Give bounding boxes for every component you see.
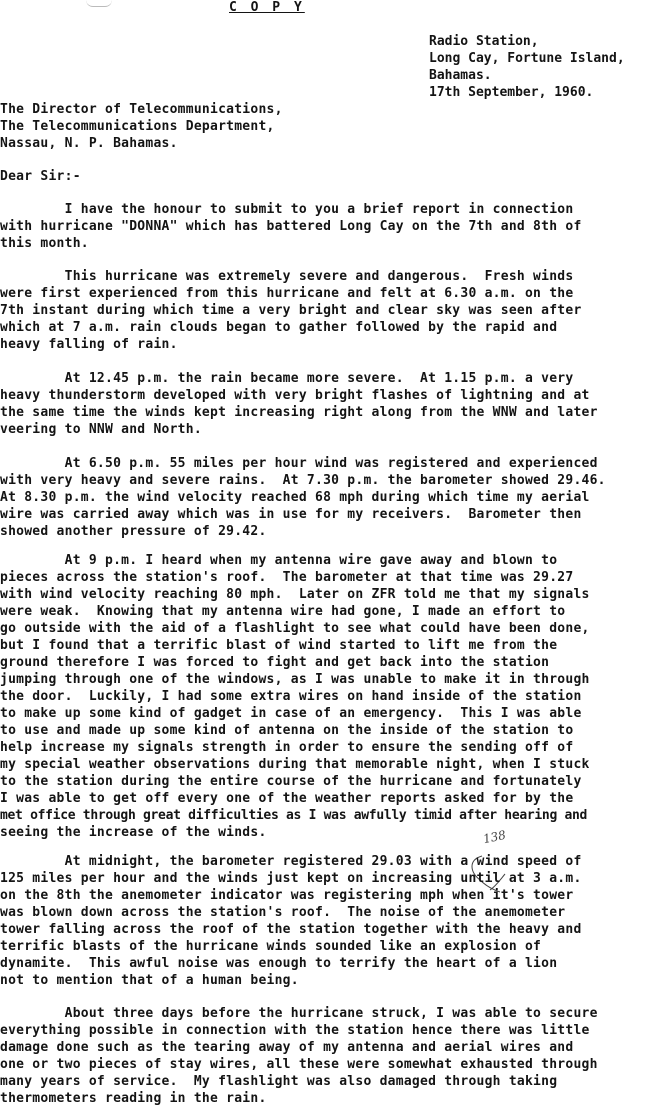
scan-mark <box>86 0 112 7</box>
body-line: tower falling across the roof of the station together with the heavy and <box>0 922 582 937</box>
body-line: ground therefore I was forced to fight and get back into the station <box>0 655 550 670</box>
body-line: was blown down across the station's roof. The noise of the anemometer <box>0 905 566 920</box>
sender-address-line: Radio Station, <box>429 34 539 49</box>
sender-address-line: Long Cay, Fortune Island, <box>429 51 625 66</box>
body-line: veering to NNW and North. <box>0 422 202 437</box>
body-line: which at 7 a.m. rain clouds began to gather followed by the rapid and <box>0 320 558 335</box>
body-line: to use and made up some kind of antenna on the inside of the station to <box>0 723 574 738</box>
body-line: everything possible in connection with the station hence there was little <box>0 1023 590 1038</box>
body-line: on the 8th the anemometer indicator was registering mph when it's tower <box>0 888 574 903</box>
body-line: my special weather observations during that memorable night, when I stuck <box>0 757 590 772</box>
recipient-address-line: The Telecommunications Department, <box>0 119 275 134</box>
body-line: met office through great difficulties as I was awfully timid after hearing and <box>0 808 588 823</box>
body-line: seeing the increase of the winds. <box>0 825 267 840</box>
body-line: not to mention that of a human being. <box>0 973 299 988</box>
body-line: At midnight, the barometer registered 29.03 with a wind speed of <box>0 854 582 869</box>
body-line: showed another pressure of 29.42. <box>0 524 267 539</box>
body-line: go outside with the aid of a flashlight to see what could have been done, <box>0 621 590 636</box>
body-line: with wind velocity reaching 80 mph. Later on ZFR told me that my signals <box>0 587 590 602</box>
body-line: About three days before the hurricane struck, I was able to secure <box>0 1006 598 1021</box>
body-line: with very heavy and severe rains. At 7.30 p.m. the barometer showed 29.46. <box>0 473 606 488</box>
body-line: heavy thunderstorm developed with very bright flashes of lightning and at <box>0 388 590 403</box>
body-line: the door. Luckily, I had some extra wires on hand inside of the station <box>0 689 582 704</box>
body-line: 7th instant during which time a very bright and clear sky was seen after <box>0 303 582 318</box>
body-line: damage done such as the tearing away of my antenna and aerial wires and <box>0 1040 574 1055</box>
body-line: terrific blasts of the hurricane winds sounded like an explosion of <box>0 939 542 954</box>
recipient-address-line: Nassau, N. P. Bahamas. <box>0 136 178 151</box>
body-line: help increase my signals strength in order to ensure the sending off of <box>0 740 574 755</box>
body-line: were weak. Knowing that my antenna wire had gone, I made an effort to <box>0 604 566 619</box>
body-line: At 12.45 p.m. the rain became more severe. At 1.15 p.m. a very <box>0 371 574 386</box>
body-line: many years of service. My flashlight was also damaged through taking <box>0 1074 558 1089</box>
body-line: one or two pieces of stay wires, all these were somewhat exhausted through <box>0 1057 598 1072</box>
body-line: to the station during the entire course of the hurricane and fortunately <box>0 774 582 789</box>
body-line: this month. <box>0 236 89 251</box>
body-line: At 8.30 p.m. the wind velocity reached 68 mph during which time my aerial <box>0 490 590 505</box>
body-line: 125 miles per hour and the winds just kept on increasing until at 3 a.m. <box>0 871 582 886</box>
salutation: Dear Sir:- <box>0 169 81 184</box>
body-line: I was able to get off every one of the weather reports asked for by the <box>0 791 574 806</box>
body-line: the same time the winds kept increasing right along from the WNW and later <box>0 405 598 420</box>
body-line: were first experienced from this hurricane and felt at 6.30 a.m. on the <box>0 286 574 301</box>
body-line: jumping through one of the windows, as I was unable to make it in through <box>0 672 590 687</box>
copy-heading: C O P Y <box>229 0 305 15</box>
sender-address-date: 17th September, 1960. <box>429 85 594 100</box>
body-line: heavy falling of rain. <box>0 337 178 352</box>
body-line: wire was carried away which was in use for my receivers. Barometer then <box>0 507 582 522</box>
body-line: but I found that a terrific blast of wind started to lift me from the <box>0 638 558 653</box>
handwritten-note: 138 <box>481 827 508 847</box>
body-line: At 9 p.m. I heard when my antenna wire gave away and blown to <box>0 553 558 568</box>
body-line: I have the honour to submit to you a brief report in connection <box>0 202 574 217</box>
body-line: This hurricane was extremely severe and dangerous. Fresh winds <box>0 269 574 284</box>
body-line: thermometers reading in the rain. <box>0 1091 267 1106</box>
body-line: dynamite. This awful noise was enough to terrify the heart of a lion <box>0 956 558 971</box>
body-line: pieces across the station's roof. The barometer at that time was 29.27 <box>0 570 574 585</box>
body-line: to make up some kind of gadget in case of an emergency. This I was able <box>0 706 582 721</box>
recipient-address-line: The Director of Telecommunications, <box>0 102 283 117</box>
sender-address-line: Bahamas. <box>429 68 492 83</box>
body-line: with hurricane "DONNA" which has battered Long Cay on the 7th and 8th of <box>0 219 582 234</box>
body-line: At 6.50 p.m. 55 miles per hour wind was registered and experienced <box>0 456 598 471</box>
